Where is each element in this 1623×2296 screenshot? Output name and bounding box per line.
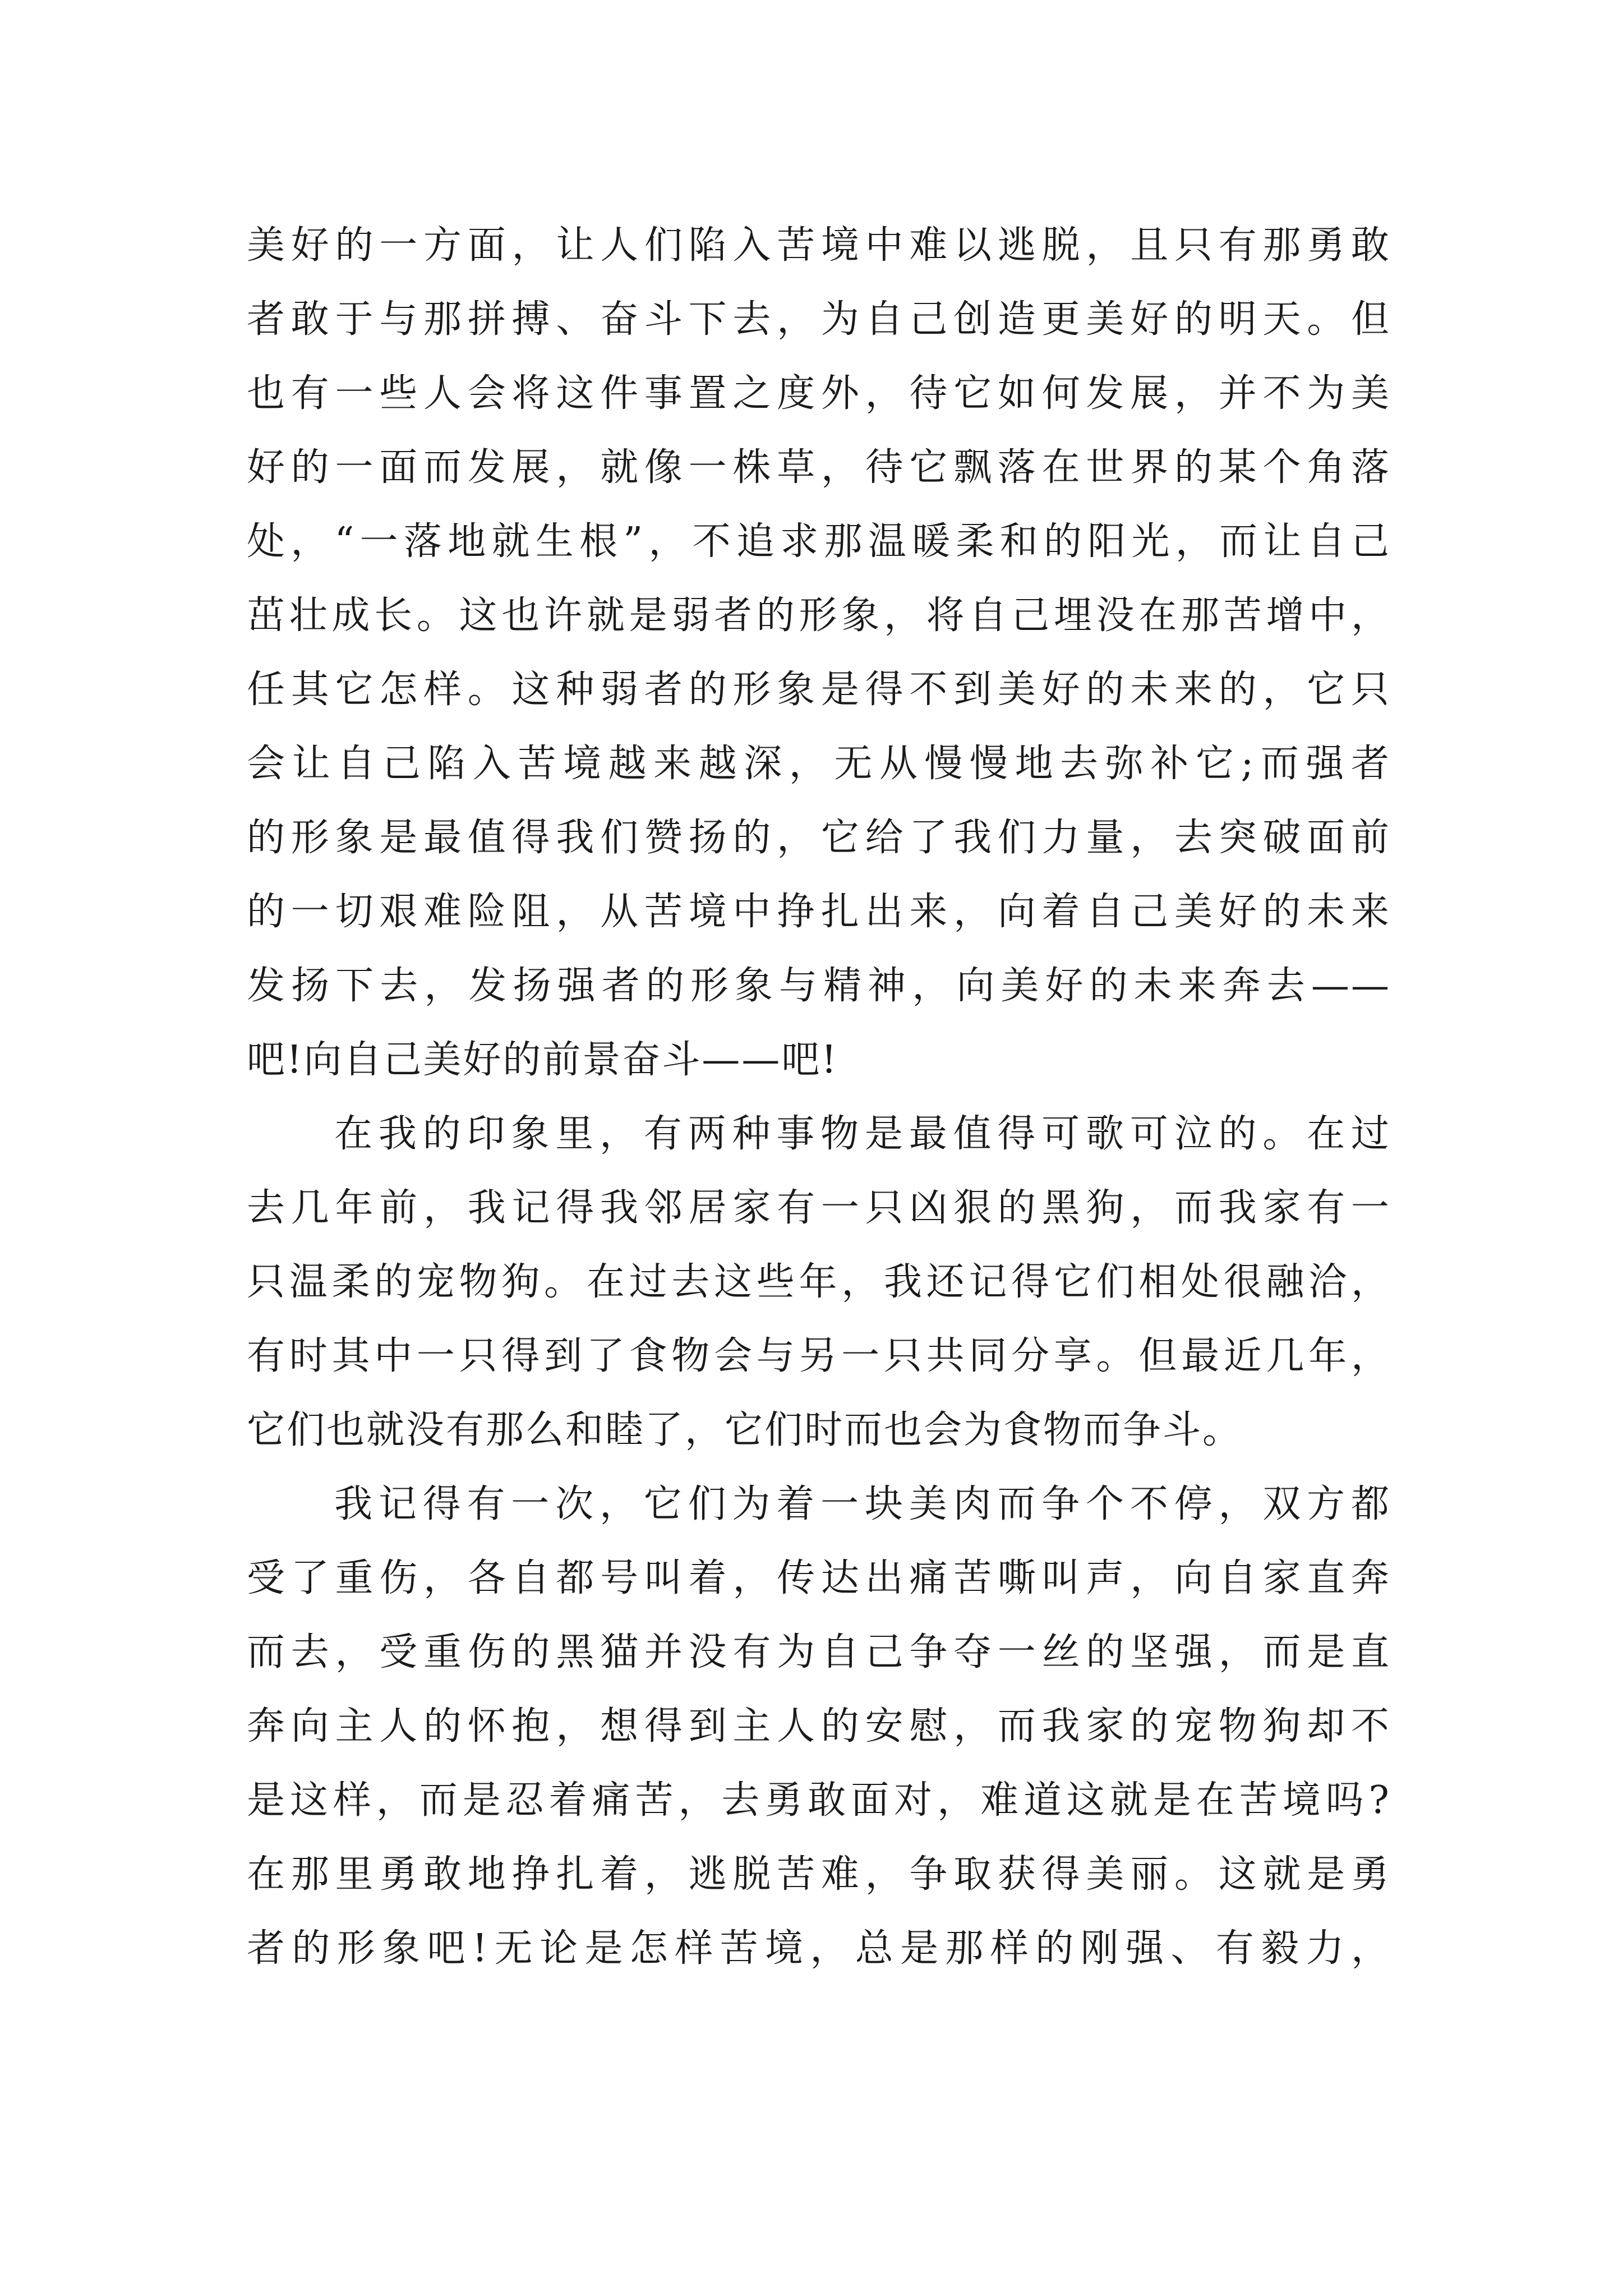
text-line: 只温柔的宠物狗。在过去这些年，我还记得它们相处很融洽，: [247, 1260, 1391, 1304]
text-line: 受了重伤，各自都号叫着，传达出痛苦嘶叫声，向自家直奔: [247, 1556, 1391, 1600]
text-line: 吧!向自己美好的前景奋斗——吧!: [247, 1038, 838, 1082]
text-line: 好的一面而发展，就像一株草，待它飘落在世界的某个角落: [247, 445, 1391, 490]
text-line: 会让自己陷入苦境越来越深，无从慢慢地去弥补它;而强者: [247, 742, 1391, 786]
paragraph-3: [247, 1467, 1391, 1986]
text-line: 有时其中一只得到了食物会与另一只共同分享。但最近几年，: [247, 1334, 1391, 1378]
text-line: 美好的一方面，让人们陷入苦境中难以逃脱，且只有那勇敢: [247, 223, 1391, 268]
paragraph-1: [247, 209, 1391, 1097]
text-line: 的形象是最值得我们赞扬的，它给了我们力量，去突破面前: [247, 816, 1391, 860]
text-line: 的一切艰难险阻，从苦境中挣扎出来，向着自己美好的未来: [247, 890, 1391, 934]
document-body: [247, 209, 1391, 1986]
text-line: 奔向主人的怀抱，想得到主人的安慰，而我家的宠物狗却不: [247, 1704, 1391, 1749]
text-line: 发扬下去，发扬强者的形象与精神，向美好的未来奔去——: [247, 964, 1391, 1008]
text-line: 而去，受重伤的黑猫并没有为自己争夺一丝的坚强，而是直: [247, 1630, 1391, 1674]
text-line: 者敢于与那拼搏、奋斗下去，为自己创造更美好的明天。但: [247, 297, 1391, 342]
paragraph-2: [247, 1097, 1391, 1467]
text-line: 去几年前，我记得我邻居家有一只凶狠的黑狗，而我家有一: [247, 1186, 1391, 1230]
text-line: 我记得有一次，它们为着一块美肉而争个不停，双方都: [334, 1482, 1391, 1526]
text-line: 在那里勇敢地挣扎着，逃脱苦难，争取获得美丽。这就是勇: [247, 1852, 1391, 1897]
text-line: 它们也就没有那么和睦了，它们时而也会为食物而争斗。: [247, 1408, 1243, 1452]
text-line: 是这样，而是忍着痛苦，去勇敢面对，难道这就是在苦境吗?: [247, 1778, 1391, 1823]
text-line: 在我的印象里，有两种事物是最值得可歌可泣的。在过: [334, 1112, 1391, 1156]
text-line: 处，“一落地就生根”，不追求那温暖柔和的阳光，而让自己: [247, 519, 1391, 564]
text-line: 茁壮成长。这也许就是弱者的形象，将自己埋没在那苦增中，: [247, 593, 1391, 638]
text-line: 也有一些人会将这件事置之度外，待它如何发展，并不为美: [247, 371, 1391, 416]
text-line: 任其它怎样。这种弱者的形象是得不到美好的未来的，它只: [247, 668, 1391, 712]
text-line: 者的形象吧!无论是怎样苦境，总是那样的刚强、有毅力，: [247, 1926, 1391, 1971]
